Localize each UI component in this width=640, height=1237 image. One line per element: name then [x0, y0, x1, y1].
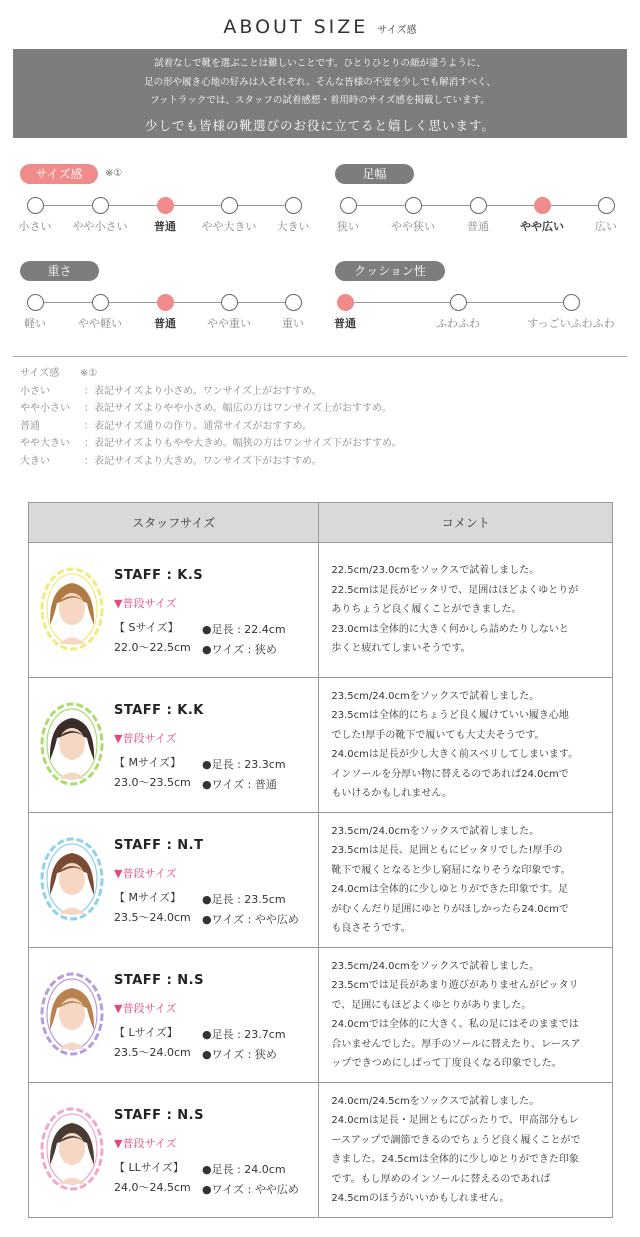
comment-line: です。もし厚めのインソールに替えるのであれば — [331, 1173, 551, 1185]
staff-avatar — [37, 833, 107, 925]
comment-line: 22.5cm/23.0cmをソックスで試着しました。 — [331, 565, 540, 577]
scale-dot-selected — [534, 197, 551, 214]
table-row — [29, 948, 613, 1083]
staff-avatar — [37, 698, 107, 790]
comment-line: も良さそうです。 — [331, 923, 411, 934]
foot-width: ●ワイズ : 普通 — [202, 778, 277, 791]
foot-width: ●ワイズ : やや広め — [202, 913, 299, 926]
foot-length: ●足長 : 23.3cm — [202, 758, 286, 771]
staff-cell — [29, 813, 319, 948]
weight-pill: 重さ — [20, 261, 99, 281]
staff-table — [28, 502, 613, 1218]
legend-head — [20, 365, 402, 383]
usual-size-label: ▼普段サイズ — [114, 1002, 177, 1015]
foot-width: ●ワイズ : 狭め — [202, 643, 277, 656]
legend-row — [20, 418, 402, 436]
legend-text: ：表記サイズよりやや小さめ。幅広の方はワンサイズ上がおすすめ。 — [84, 403, 392, 414]
legend-text: ：表記サイズより大きめ。ワンサイズ下がおすすめ。 — [84, 455, 322, 467]
legend-row — [20, 383, 402, 401]
usual-size-label: ▼普段サイズ — [114, 1137, 177, 1150]
intro-line: 試着なしで靴を選ぶことは難しいことです。ひとりひとりの顔が違うように、 — [154, 58, 486, 69]
comment-line: 23.0cmは全体的に大きく何かしら詰めたりしないと — [331, 623, 569, 635]
scale-label: ふわふわ — [436, 317, 480, 330]
comment-line: がむくんだり足囲にゆとりがほしかったら24.0cmで — [331, 903, 569, 915]
staff-table-body — [29, 543, 613, 1218]
scale-label: 大きい — [276, 220, 310, 233]
staff-cell — [29, 543, 319, 678]
comment-cell — [319, 1083, 613, 1218]
cushion-scale — [0, 292, 640, 336]
staff-name: STAFF : N.S — [114, 973, 204, 988]
comment-line: 合いませんでした。厚手のソールに替えたり、レースア — [331, 1038, 581, 1050]
comment-line: きました。24.5cmは全体的に少しゆとりができた印象 — [331, 1154, 579, 1165]
comment-line: 22.5cmは足長がピッタリで、足囲はほどよくゆとりが — [331, 584, 579, 596]
scale-label: 重い — [282, 317, 304, 330]
legend-key: 小さい — [20, 385, 50, 397]
staff-cell — [29, 678, 319, 813]
table-row — [29, 813, 613, 948]
scale-label: 普通 — [334, 317, 356, 330]
size-label: 【 Lサイズ】 — [114, 1026, 178, 1039]
staff-name: STAFF : N.S — [114, 1108, 204, 1123]
title-sub: サイズ感 — [377, 25, 417, 36]
legend-key: 大きい — [20, 455, 50, 467]
staff-cell — [29, 948, 319, 1083]
size-feel-pill: サイズ感 — [20, 164, 98, 184]
staff-measure — [202, 1025, 286, 1065]
staff-size — [114, 1158, 191, 1198]
usual-size-label: ▼普段サイズ — [114, 597, 177, 610]
table-row — [29, 1083, 613, 1218]
scale-dot — [563, 294, 580, 311]
scale-dot-selected — [337, 294, 354, 311]
foot-width-scale — [0, 195, 640, 239]
staff-size — [114, 753, 191, 793]
usual-size-label: ▼普段サイズ — [114, 732, 177, 745]
size-range: 23.0〜23.5cm — [114, 776, 191, 789]
comment-line: ップできつめにしばって丁度良くなる印象でした。 — [331, 1058, 562, 1069]
comment-line: で、足囲にもほどよくゆとりがありました。 — [331, 999, 532, 1011]
scale-label: すっごいふわふわ — [527, 317, 615, 330]
legend-text: ：表記サイズ通りの作り。通常サイズがおすすめ。 — [84, 420, 313, 432]
scale-label: 普通 — [467, 220, 489, 233]
comment-cell — [319, 948, 613, 1083]
scale-dot — [340, 197, 357, 214]
size-label: 【 Mサイズ】 — [114, 756, 182, 769]
legend-row — [20, 400, 402, 418]
scale-label: やや小さい — [72, 220, 128, 233]
table-header-row — [29, 503, 613, 543]
scale-label: 軽い — [24, 317, 46, 330]
foot-length: ●足長 : 23.7cm — [202, 1028, 286, 1041]
staff-size — [114, 888, 191, 928]
scale-label: 小さい — [18, 220, 52, 233]
foot-width: ●ワイズ : やや広め — [202, 1183, 299, 1196]
staff-name: STAFF : K.S — [114, 568, 204, 583]
comment-cell — [319, 543, 613, 678]
foot-length: ●足長 : 24.0cm — [202, 1163, 286, 1176]
comment-line: 24.5cmのほうがいいかもしれません。 — [331, 1193, 510, 1204]
title-main: ABOUT SIZE — [223, 16, 369, 38]
comment-line: 23.5cm/24.0cmをソックスで試着しました。 — [331, 960, 540, 972]
legend-row — [20, 453, 402, 471]
scale-dot — [450, 294, 467, 311]
staff-avatar — [37, 968, 107, 1060]
comment-line: 23.5cmは全体的にちょうど良く履けていい履き心地 — [331, 710, 569, 721]
table-row — [29, 678, 613, 813]
legend-key: 普通 — [20, 420, 40, 432]
comment-line: 23.5cmは足長、足囲ともにピッタリでした!厚手の — [331, 845, 563, 856]
comment-line: 24.0cmでは全体的に大きく、私の足にはそのままでは — [331, 1019, 579, 1030]
scale-dot — [470, 197, 487, 214]
scale-label: 狭い — [337, 220, 359, 233]
scale-label: 広い — [595, 220, 617, 233]
comment-cell — [319, 813, 613, 948]
comment-line: 23.5cm/24.0cmをソックスで試着しました。 — [331, 690, 540, 702]
comment-line: 23.5cm/24.0cmをソックスで試着しました。 — [331, 825, 540, 837]
scale-label: やや狭い — [391, 220, 435, 233]
size-legend — [20, 365, 402, 470]
comment-line: 24.0cmは足長・足囲ともにぴったりで、甲高部分もレ — [331, 1115, 579, 1126]
col-comment: コメント — [319, 503, 613, 543]
staff-cell — [29, 1083, 319, 1218]
scale-label: 普通 — [154, 317, 176, 330]
staff-size — [114, 1023, 191, 1063]
comment-line: もいけるかもしれません。 — [331, 788, 453, 799]
legend-head-note: ※① — [80, 368, 98, 379]
scale-label: やや広い — [520, 220, 564, 233]
divider — [13, 356, 627, 357]
size-range: 23.5〜24.0cm — [114, 911, 191, 924]
comment-line: インソールを分厚い物に替えるのであれば24.0cmで — [331, 768, 569, 780]
comment-cell — [319, 678, 613, 813]
comment-line: 24.0cmは全体的に少しゆとりができた印象です。足 — [331, 884, 569, 895]
scale-label: やや重い — [207, 317, 251, 330]
size-label: 【 LLサイズ】 — [114, 1161, 184, 1174]
staff-measure — [202, 1160, 299, 1200]
legend-row — [20, 435, 402, 453]
comment-line: 靴下で履くとなると少し窮屈になりそうな印象です。 — [331, 864, 571, 876]
staff-avatar — [37, 563, 107, 655]
staff-measure — [202, 620, 286, 660]
intro-box — [13, 49, 627, 138]
foot-width: ●ワイズ : 狭め — [202, 1048, 277, 1061]
legend-key: やや小さい — [20, 403, 70, 414]
page-title — [0, 16, 640, 38]
size-label: 【 Mサイズ】 — [114, 891, 182, 904]
foot-length: ●足長 : 22.4cm — [202, 623, 286, 636]
staff-measure — [202, 890, 299, 930]
scale-dot — [405, 197, 422, 214]
foot-length: ●足長 : 23.5cm — [202, 893, 286, 906]
size-range: 22.0〜22.5cm — [114, 641, 191, 654]
scale-label: やや大きい — [201, 220, 257, 233]
size-feel-note: ※① — [105, 168, 123, 179]
size-label: 【 Sサイズ】 — [114, 621, 179, 634]
staff-measure — [202, 755, 286, 795]
staff-name: STAFF : K.K — [114, 703, 204, 718]
comment-line: 24.0cm/24.5cmをソックスで試着しました。 — [331, 1095, 540, 1107]
size-range: 23.5〜24.0cm — [114, 1046, 191, 1059]
cushion-pill: クッション性 — [335, 261, 445, 281]
comment-line: ースアップで調節できるのでちょうど良く履くことがで — [331, 1134, 581, 1146]
intro-line: 足の形や履き心地の好みは人それぞれ。そんな皆様の不安を少しでも解消すべく、 — [144, 76, 496, 88]
comment-line: 歩くと疲れてしまいそうです。 — [331, 643, 471, 655]
scale-label: やや軽い — [78, 317, 122, 330]
staff-avatar — [37, 1103, 107, 1195]
legend-text: ：表記サイズよりもやや大きめ。幅狭の方はワンサイズ下がおすすめ。 — [84, 438, 402, 449]
staff-name: STAFF : N.T — [114, 838, 204, 853]
comment-line: でした!厚手の靴下で履いても大丈夫そうです。 — [331, 729, 545, 741]
scale-label: 普通 — [154, 220, 176, 233]
table-row — [29, 543, 613, 678]
intro-line: フットラックでは、スタッフの試着感想・着用時のサイズ感を掲載しています。 — [150, 95, 490, 106]
legend-text: ：表記サイズより小さめ。ワンサイズ上がおすすめ。 — [84, 385, 322, 397]
scale-dot — [598, 197, 615, 214]
comment-line: ありちょうど良く履くことができました。 — [331, 604, 522, 616]
col-staff-size: スタッフサイズ — [29, 503, 319, 543]
intro-lead: 少しでも皆様の靴選びのお役に立てると嬉しく思います。 — [144, 117, 495, 133]
comment-line: 23.5cmでは足長があまり遊びがありませんがピッタリ — [331, 980, 579, 991]
staff-size — [114, 618, 191, 658]
foot-width-pill: 足幅 — [335, 164, 414, 184]
size-range: 24.0〜24.5cm — [114, 1181, 191, 1194]
comment-line: 24.0cmは足長が少し大きく前スベリしてしまいます。 — [331, 749, 579, 760]
usual-size-label: ▼普段サイズ — [114, 867, 177, 880]
legend-head-label: サイズ感 — [20, 368, 60, 379]
legend-key: やや大きい — [20, 438, 70, 449]
